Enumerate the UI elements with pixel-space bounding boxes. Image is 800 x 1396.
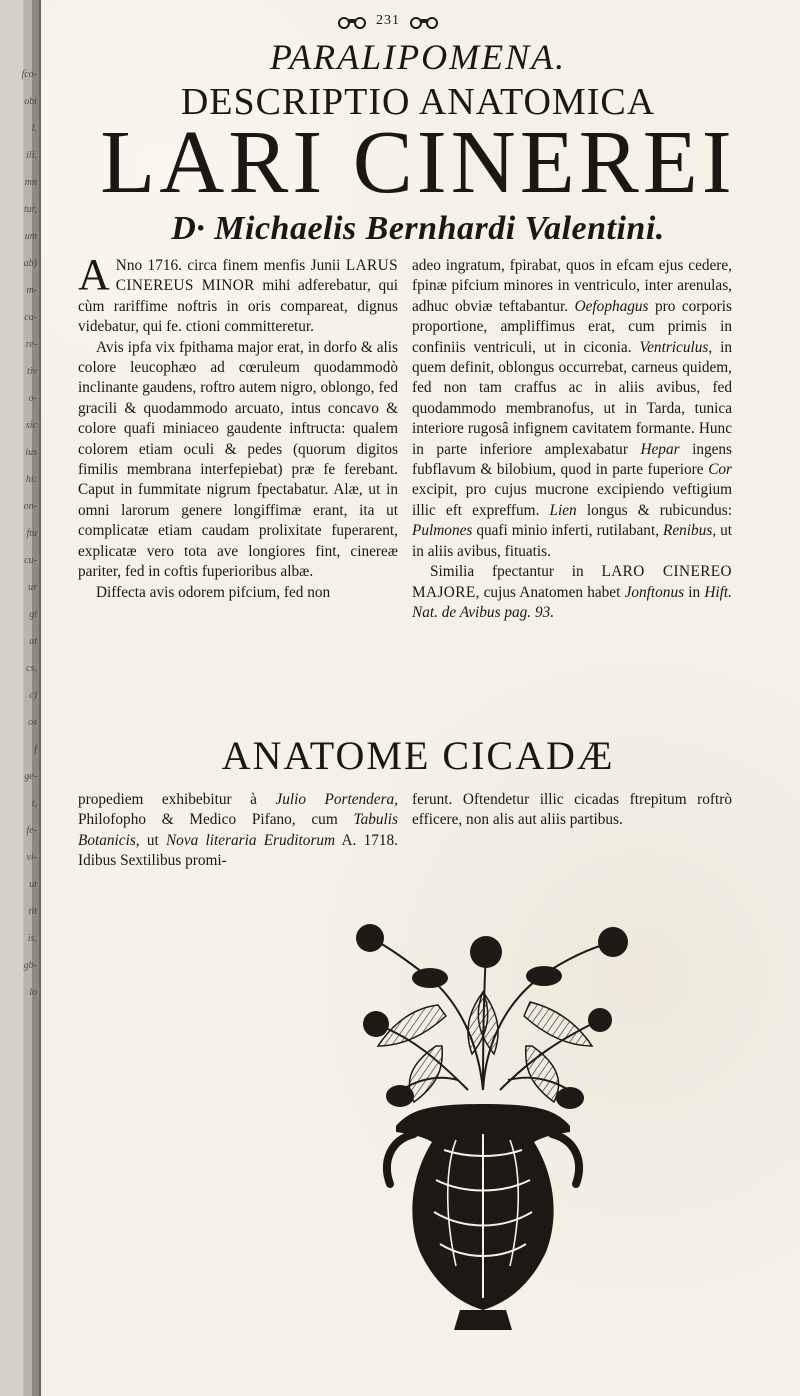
title-lari-cinerei: LARI CINEREI <box>100 113 736 212</box>
term-jonstonus: Jonftonus <box>624 583 685 601</box>
bottom-left-column <box>78 790 398 872</box>
margin-snippet: is, <box>27 933 37 944</box>
margin-snippet: um <box>24 231 37 242</box>
margin-snippet: tiv <box>27 366 37 377</box>
right-paragraph-2 <box>412 562 732 623</box>
flower-vase-illustration <box>318 920 648 1340</box>
left-p1-a: Nno 1716. circa finem menfis Junii <box>115 257 346 274</box>
term-lien: Lien <box>549 501 577 519</box>
margin-snippet: cs, <box>26 663 37 674</box>
page-number-row <box>298 10 478 32</box>
left-paragraph-1 <box>78 250 398 338</box>
margin-snippet: ge- <box>24 771 37 782</box>
right-p1-d: ingens fubflavum & bilobium, quod in parte fuperiore <box>412 440 733 479</box>
term-tabulis: Tabulis Botanicis <box>78 811 398 849</box>
left-p1-c: mihi adferebatur, qui cùm rariffime noftris in oris compareat, dignus videbatur, qui fe. ctioni committeretur. <box>78 277 398 336</box>
right-p1-b: pro corporis proportione, ampliffimus erat, cum primis in confiniis ventriculi, ut in ciconia. <box>412 297 732 356</box>
margin-snippet: ur <box>28 582 37 593</box>
bottom-left-b: Philofopho & Medico Pifano, cum <box>78 811 354 829</box>
term-pulmones: Pulmones <box>412 522 473 540</box>
right-text-column <box>412 256 732 623</box>
margin-snippet: t, <box>31 798 37 809</box>
right-p2-c: , cujus Anatomen habet <box>475 583 625 601</box>
term-renibus: Renibus <box>663 522 713 540</box>
right-p2-b: LARO CINEREO MAJORE <box>412 563 732 601</box>
right-p1-e: excipit, pro cujus mucrone excipiendo veftigium illic eft expreffum. <box>412 481 732 519</box>
bottom-left-c: , ut <box>135 831 166 849</box>
vase-svg <box>318 920 648 1340</box>
author-line: D· Michaelis Bernhardi Valentini. <box>171 210 665 247</box>
margin-snippet: gi <box>29 609 37 620</box>
right-p2-d: in <box>684 583 705 601</box>
drop-cap: A <box>78 250 110 299</box>
right-p2-a: Similia fpectantur in <box>430 563 602 581</box>
right-p1-h: , ut in aliis avibus, fituatis. <box>412 522 733 560</box>
left-paragraph-2: Avis ipfa vix fpithama major erat, in dorfo & alis colore leucophæo ad cœruleum quodammodò inclinante gaudens, roftro autem nigro, oblongo, fed gracili & quodammodo arcuato, intus concavo & colore quafi miniaceo gaudente inftructa: qualem colorem etiam oculi & pedes (quorum digitos fimilis membrana interfepiebat) præ fe ferebant. Caput in fummitate nigrum fpectabatur. Alæ, ut in omni larorum genere longiffimæ erant, ita ut complicatæ etiam caudam prolixitate fuperarent, explicatæ vero tota ave longiores fint, cinereæ pariter, fed in coftis fuperioribus albæ. <box>78 338 398 581</box>
bottom-left-a: propediem exhibebitur à <box>78 791 276 808</box>
document-page <box>78 0 758 1396</box>
bottom-left-d: A. 1718. Idibus Sextilibus promi- <box>78 831 399 870</box>
left-ornament-icon <box>336 15 368 27</box>
margin-snippet: hi: <box>25 474 37 485</box>
right-ornament-icon <box>408 15 440 27</box>
left-text-column <box>78 250 398 603</box>
margin-snippet: ius <box>25 447 37 458</box>
right-p1-g: quafi minio inferti, rutilabant, <box>472 522 664 540</box>
margin-snippet: tur, <box>23 204 37 215</box>
margin-snippet: cu- <box>24 555 37 566</box>
margin-snippet: ut <box>29 879 37 890</box>
section-title-cicadae: ANATOME CICADÆ <box>221 733 615 778</box>
margin-snippet: ab) <box>23 258 37 269</box>
margin-snippet: f <box>34 744 37 755</box>
margin-snippet: fco- <box>21 69 37 80</box>
title-paralipomena: PARALIPOMENA. <box>269 37 567 77</box>
margin-snippet: re- <box>25 339 37 350</box>
margin-snippet: lo <box>29 987 37 998</box>
margin-snippet: fe- <box>26 825 37 836</box>
left-p1-b: LARUS CINEREUS MINOR <box>115 257 398 295</box>
margin-snippet: os <box>28 717 37 728</box>
term-cor: Cor <box>708 461 732 479</box>
term-ventriculus: Ventriculus <box>639 338 709 356</box>
margin-snippet: l. <box>31 123 37 134</box>
term-julio: Julio Portendera, <box>275 791 398 808</box>
left-margin-bleed <box>0 0 41 1396</box>
title-descriptio: DESCRIPTIO ANATOMICA <box>180 81 656 123</box>
margin-snippet: gb- <box>23 960 37 971</box>
margin-snippet: tit <box>28 906 37 917</box>
left-paragraph-3: Diffecta avis odorem pifcium, fed non <box>96 583 331 601</box>
citation-hist-nat: Hift. Nat. de Avibus pag. 93. <box>412 583 732 621</box>
margin-snippet: o- <box>28 393 37 404</box>
margin-snippet: sic <box>25 420 37 431</box>
right-p1-c: , in quem definit, oblongus occurrebat, carneus quidem, fed non tam craffus ac in aliis avibus, fed quodammodo membranofus, ut in Tarda, tunica interiore rugosâ infignem cavitatem formante. Hunc in parte inferiore amplexabatur <box>412 338 732 458</box>
margin-snippet: obi <box>24 96 37 107</box>
vase-body <box>387 1104 579 1330</box>
margin-snippet: c) <box>29 690 37 701</box>
right-p1-f: longus & rubicundus: <box>576 501 732 519</box>
margin-snippet: on- <box>23 501 37 512</box>
margin-snippet: ftu <box>26 528 37 539</box>
margin-snippet: vi- <box>26 852 37 863</box>
term-oesophagus: Oefophagus <box>574 297 649 315</box>
margin-snippet: ca- <box>24 312 37 323</box>
margin-snippet: mn <box>24 177 37 188</box>
bottom-right-column: ferunt. Oftendetur illic cicadas ftrepitum roftrò efficere, non alis aut aliis partibus. <box>412 791 732 829</box>
right-paragraph-1 <box>412 256 732 562</box>
margin-snippet: m- <box>26 285 37 296</box>
term-nova: Nova literaria Eruditorum <box>165 831 336 849</box>
right-p1-a: adeo ingratum, fpirabat, quos in efcam ejus cedere, fpinæ pifcium minores in ventriculo, inter arenulas, adhuc obviæ teftabantur. <box>412 257 732 315</box>
term-hepar: Hepar <box>640 440 680 458</box>
page-number: 231 <box>376 13 400 28</box>
margin-snippet: at <box>29 636 37 647</box>
margin-snippet: ili. <box>26 150 37 161</box>
